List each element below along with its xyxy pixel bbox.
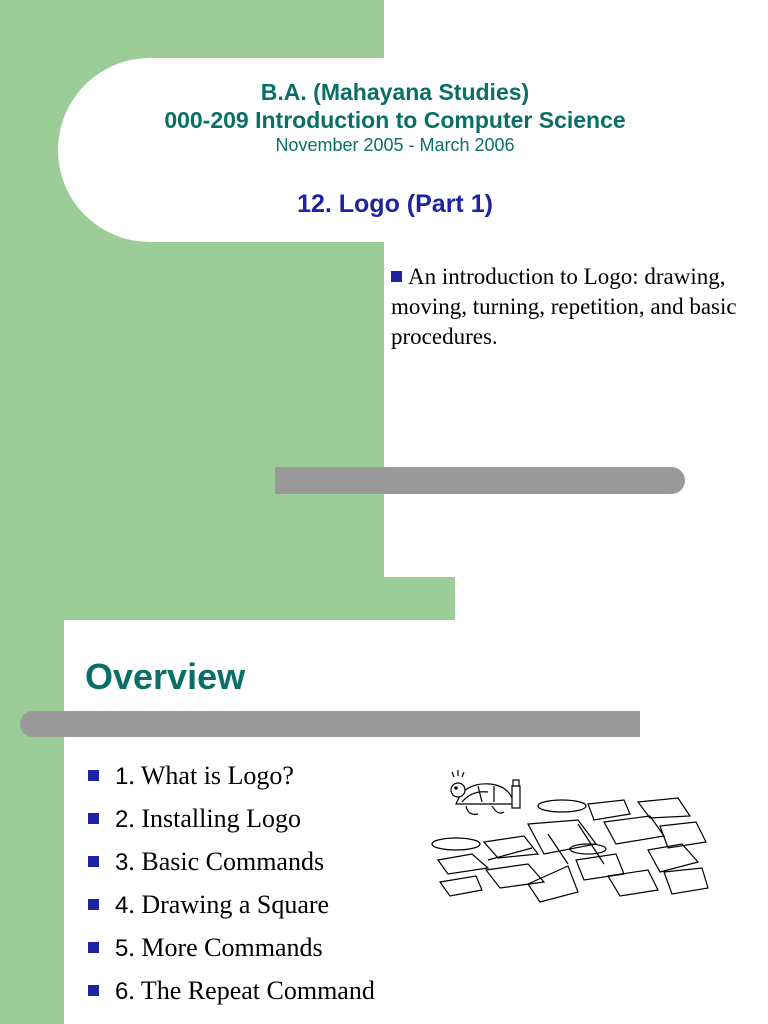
divider-bar (275, 467, 685, 494)
list-item (88, 754, 375, 797)
turtle-drawing-shapes-icon (428, 764, 718, 914)
item-number: 3 (115, 849, 129, 876)
lecture-title: 12. Logo (Part 1) (297, 190, 493, 218)
bullet-square-icon (88, 899, 99, 910)
item-text: . The Repeat Command (128, 976, 375, 1005)
item-text: . Basic Commands (128, 847, 325, 876)
item-number: 6 (115, 978, 129, 1005)
bullet-square-icon (88, 770, 99, 781)
lecture-description (391, 262, 741, 352)
item-text: . Drawing a Square (128, 890, 330, 919)
description-text: An introduction to Logo: drawing, moving, turning, repetition, and basic procedures. (391, 264, 737, 349)
course-title: 000-209 Introduction to Computer Science (164, 107, 626, 133)
item-number: 5 (115, 935, 129, 962)
item-number: 4 (115, 892, 129, 919)
bullet-square-icon (88, 942, 99, 953)
green-panel-tab (0, 577, 455, 620)
list-item (88, 926, 375, 969)
item-text: . Installing Logo (128, 804, 301, 833)
list-item (88, 840, 375, 883)
overview-list (88, 754, 375, 1012)
bullet-square-icon (391, 271, 402, 282)
slide-overview (0, 620, 768, 1024)
item-text: . More Commands (128, 933, 323, 962)
list-item (88, 797, 375, 840)
course-dates: November 2005 - March 2006 (275, 135, 515, 155)
overview-title: Overview (85, 656, 246, 697)
bullet-square-icon (88, 985, 99, 996)
list-item (88, 969, 375, 1012)
program-title: B.A. (Mahayana Studies) (260, 79, 530, 105)
divider-bar (20, 711, 640, 737)
item-number: 1 (115, 763, 129, 790)
item-number: 2 (115, 806, 129, 833)
item-text: . What is Logo? (128, 761, 294, 790)
bullet-square-icon (88, 856, 99, 867)
bullet-square-icon (88, 813, 99, 824)
green-panel (0, 620, 64, 1024)
list-item (88, 883, 375, 926)
